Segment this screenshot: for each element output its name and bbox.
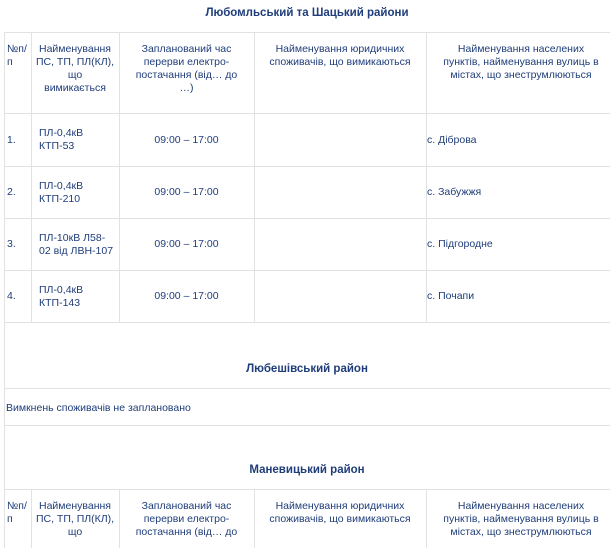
- row-time: 09:00 – 17:00: [154, 133, 219, 146]
- row-number: 4.: [7, 290, 16, 302]
- row-consumers: [254, 114, 426, 166]
- region-title-lyubeshiv: Любешівський район: [246, 363, 368, 375]
- table-border: [4, 322, 610, 323]
- header-consumers: Найменування юридичних споживачів, що вимикаються: [269, 43, 411, 68]
- header-consumers: Найменування юридичних споживачів, що вимикаються: [269, 500, 411, 525]
- header-settlements: Найменування населених пунктів, найменування вулиць в містах, що знеструмлюються: [443, 43, 599, 81]
- row-object-line: КТП-143: [39, 296, 81, 309]
- row-time: 09:00 – 17:00: [154, 238, 219, 250]
- row-object: [31, 167, 119, 218]
- row-object-line: КТП-210: [39, 192, 81, 205]
- header-planned-time: Запланований час перерви електро- постачання (від… до …): [135, 43, 238, 94]
- region-title-lyuboml-shatsk: Любомльський та Шацький райони: [205, 7, 409, 19]
- header-settlements: Найменування населених пунктів, найменування вулиць в містах, що знеструмлюються: [443, 500, 599, 538]
- row-number: 2.: [7, 186, 16, 198]
- row-time: 09:00 – 17:00: [154, 186, 219, 198]
- row-object-line: 02 від ЛВН-107: [39, 244, 114, 257]
- row-consumers: [254, 167, 426, 218]
- no-outages-note: Вимкнень споживачів не заплановано: [6, 402, 191, 414]
- row-object: [31, 114, 119, 166]
- region-title-manevychi: Маневицький район: [249, 464, 365, 476]
- header-object: Найменування ПС, ТП, ПЛ(КЛ), що вимикається: [35, 43, 115, 94]
- header-number: №п/ п: [7, 500, 27, 525]
- row-object-line: ПЛ-0,4кВ: [39, 179, 84, 192]
- table-border: [4, 32, 610, 33]
- row-number: 1.: [7, 133, 16, 146]
- row-object-line: ПЛ-10кВ Л58-: [39, 231, 106, 244]
- row-settlement: с. Діброва: [427, 133, 477, 146]
- row-object: [31, 219, 119, 270]
- row-object-line: ПЛ-0,4кВ: [39, 127, 84, 139]
- header-planned-time: Запланований час перерви електро- постачання (від… до: [135, 500, 238, 538]
- table-border: [4, 489, 610, 490]
- header-object: Найменування ПС, ТП, ПЛ(КЛ), що: [35, 500, 115, 538]
- row-settlement: с. Забужжя: [427, 186, 482, 198]
- header-number: №п/ п: [7, 43, 27, 68]
- row-settlement: с. Почапи: [427, 290, 475, 302]
- row-time: 09:00 – 17:00: [154, 290, 219, 302]
- table-border: [4, 425, 610, 426]
- row-number: 3.: [7, 238, 16, 250]
- row-consumers: [254, 271, 426, 322]
- row-consumers: [254, 219, 426, 270]
- table-border: [4, 388, 610, 389]
- row-object: [31, 271, 119, 322]
- row-object-line: КТП-53: [39, 140, 75, 152]
- row-object-line: ПЛ-0,4кВ: [39, 283, 84, 296]
- row-settlement: с. Підгородне: [427, 238, 493, 250]
